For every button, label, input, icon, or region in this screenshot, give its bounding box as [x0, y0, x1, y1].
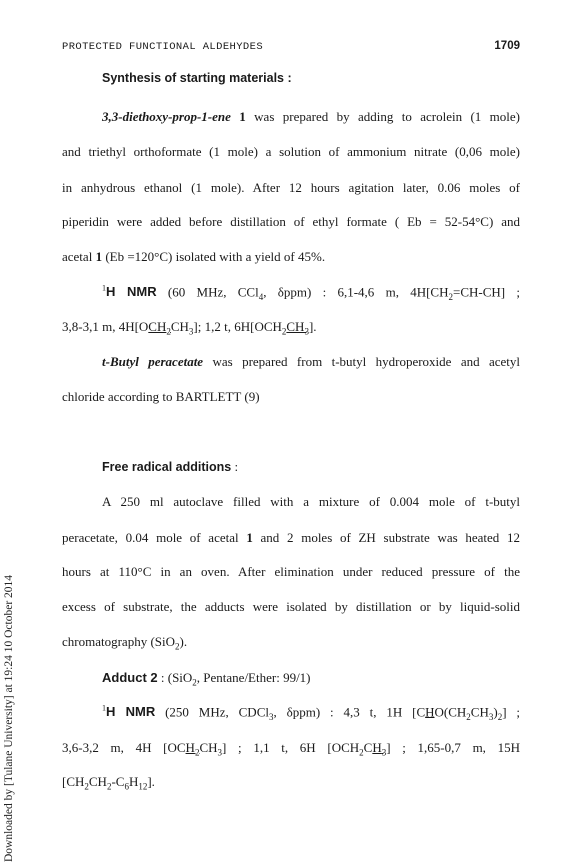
nmr-label: $^1$H NMR — [102, 284, 157, 300]
synthesis-line-2: and triethyl orthoformate (1 mole) a solution of ammonium nitrate (0,06 mole) — [62, 144, 520, 159]
adduct-nmr-line-3: $[CH_2CH_2-C_6H_{12}]$. — [62, 774, 155, 792]
tbutyl-line-1: t-Butyl peracetate was prepared from t-butyl hydroperoxide and acetyl — [102, 354, 521, 369]
adduct-nmr-line-1: $^1$H NMR (250 MHz, CDCl$_3$, δppm) : 4,3 t, 1H $[CHO(CH_2CH_3)_2]$ ; — [102, 704, 521, 722]
compound-name: t-Butyl peracetate — [102, 354, 204, 369]
page-number: 1709 — [494, 40, 520, 52]
section-heading-synthesis: Synthesis of starting materials : — [102, 71, 292, 85]
nmr-label: $^1$H NMR — [102, 704, 156, 720]
compound-number: 1 — [246, 530, 253, 545]
tbutyl-line-2: chloride according to BARTLETT (9) — [62, 389, 260, 404]
compound-number: 1 — [239, 109, 246, 124]
text-span: acetal — [62, 249, 96, 264]
synthesis-line-5 — [62, 249, 325, 265]
text-span: (Eb =120°C) isolated with a yield of 45%. — [102, 249, 326, 264]
compound-name: 3,3-diethoxy-prop-1-ene — [102, 109, 231, 124]
text-span: was prepared by adding to acrolein (1 mole) — [245, 109, 521, 124]
nmr-line-2: 3,8-3,1 m, $4H[OCH_2CH_3]$; 1,2 t, $6H[OCH_2CH_3]$. — [62, 319, 317, 337]
adduct-nmr-line-2: 3,6-3,2 m, 4H $[OCH_2CH_3]$ ; 1,1 t, 6H $[OCH_2CH_3]$ ; 1,65-0,7 m, 15H — [62, 740, 521, 758]
compound-number: 1 — [95, 249, 103, 264]
page-header — [62, 40, 520, 53]
adduct-heading: Adduct 2 : (SiO$_2$, Pentane/Ether: 99/1) — [102, 670, 311, 688]
synthesis-line-4: piperidin were added before distillation of ethyl formate ( Eb = 52-54°C) and — [62, 214, 520, 229]
free-radical-line-5: chromatography (SiO$_2$). — [62, 634, 188, 652]
nmr-line-1: $^1$H NMR (60 MHz, CCl$_4$, δppm) : 6,1-4,6 m, $4H[CH_2=CH-CH]$ ; — [102, 284, 520, 302]
running-title: PROTECTED FUNCTIONAL ALDEHYDES — [62, 41, 264, 53]
synthesis-line-3: in anhydrous ethanol (1 mole). After 12 hours agitation later, 0.06 moles of — [62, 180, 520, 195]
free-radical-line-2: peracetate, 0.04 mole of acetal 1 and 2 moles of ZH substrate was heated 12 — [62, 530, 520, 545]
section-heading-free-radical: Free radical additions : — [102, 459, 239, 474]
free-radical-line-1: A 250 ml autoclave filled with a mixture of 0.004 mole of t-butyl — [102, 494, 520, 509]
free-radical-line-3: hours at 110°C in an oven. After elimination under reduced pressure of the — [62, 564, 520, 579]
free-radical-line-4: excess of substrate, the adducts were isolated by distillation or by liquid-solid — [62, 599, 520, 614]
synthesis-line-1 — [102, 109, 520, 125]
download-watermark: Downloaded by [Tulane University] at 19:24 10 October 2014 — [3, 574, 15, 862]
